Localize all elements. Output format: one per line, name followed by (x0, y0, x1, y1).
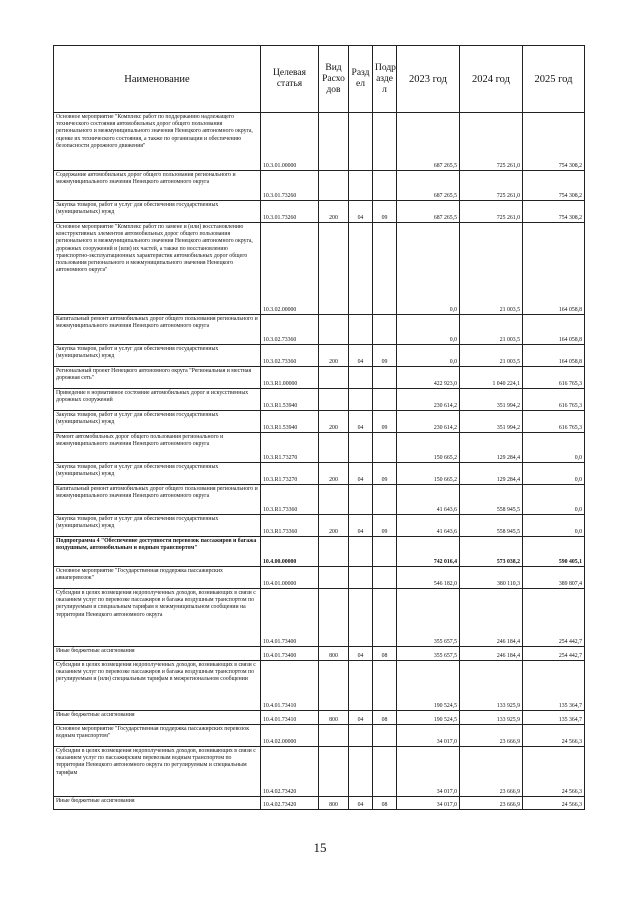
row-value-2025: 24 566,3 (523, 725, 585, 747)
row-expense-type (319, 171, 349, 201)
row-expense-type (319, 537, 349, 567)
row-value-2023: 687 265,5 (397, 171, 460, 201)
row-value-2025: 389 807,4 (523, 567, 585, 589)
row-value-2025: 24 566,3 (523, 797, 585, 810)
table-row (54, 433, 585, 463)
row-expense-type (319, 485, 349, 515)
row-expense-type (319, 367, 349, 389)
row-expense-type (319, 747, 349, 797)
row-name: Ремонт автомобильных дорог общего пользования регионального и межмуниципального значения Ненецкого автономного округа (54, 433, 261, 463)
row-section (349, 223, 373, 315)
row-subsection (373, 315, 397, 345)
row-value-2024: 351 994,2 (460, 411, 523, 433)
row-target-article: 10.3.02.00000 (261, 223, 319, 315)
row-section: 04 (349, 711, 373, 725)
header-year-2024: 2024 год (460, 46, 523, 113)
row-value-2023: 150 665,2 (397, 463, 460, 485)
table-row (54, 411, 585, 433)
row-subsection: 08 (373, 647, 397, 661)
row-section (349, 589, 373, 647)
row-section: 04 (349, 463, 373, 485)
table-row (54, 567, 585, 589)
budget-table (53, 45, 585, 810)
row-value-2023: 150 665,2 (397, 433, 460, 463)
row-target-article: 10.3.R1.00000 (261, 367, 319, 389)
row-value-2025: 754 308,2 (523, 201, 585, 223)
table-row (54, 537, 585, 567)
row-subsection (373, 747, 397, 797)
row-expense-type (319, 661, 349, 711)
row-value-2024: 351 994,2 (460, 389, 523, 411)
table-row (54, 389, 585, 411)
row-value-2024: 558 945,5 (460, 515, 523, 537)
row-value-2025: 0,0 (523, 485, 585, 515)
row-value-2025: 24 566,3 (523, 747, 585, 797)
row-expense-type (319, 725, 349, 747)
table-row (54, 171, 585, 201)
row-value-2024: 133 925,9 (460, 661, 523, 711)
row-subsection (373, 485, 397, 515)
header-year-2023: 2023 год (397, 46, 460, 113)
table-row (54, 661, 585, 711)
row-target-article: 10.3.01.73260 (261, 201, 319, 223)
row-subsection: 08 (373, 797, 397, 810)
row-name: Закупка товаров, работ и услуг для обеспечения государственных (муниципальных) нужд (54, 345, 261, 367)
row-target-article: 10.3.R1.73270 (261, 433, 319, 463)
row-section (349, 367, 373, 389)
row-value-2024: 558 945,5 (460, 485, 523, 515)
row-target-article: 10.3.R1.53940 (261, 389, 319, 411)
row-value-2024: 21 003,5 (460, 223, 523, 315)
row-section (349, 661, 373, 711)
row-expense-type (319, 315, 349, 345)
row-subsection: 09 (373, 411, 397, 433)
row-value-2023: 34 017,0 (397, 747, 460, 797)
row-value-2025: 754 308,2 (523, 113, 585, 171)
row-value-2025: 754 308,2 (523, 171, 585, 201)
row-name: Приведение в нормативное состояние автомобильных дорог и искусственных дорожных сооружений (54, 389, 261, 411)
row-target-article: 10.3.R1.53940 (261, 411, 319, 433)
row-value-2023: 687 265,5 (397, 201, 460, 223)
row-value-2024: 380 110,3 (460, 567, 523, 589)
row-value-2023: 687 265,5 (397, 113, 460, 171)
row-value-2024: 129 284,4 (460, 433, 523, 463)
row-expense-type: 800 (319, 797, 349, 810)
table-row (54, 315, 585, 345)
row-value-2025: 616 765,3 (523, 367, 585, 389)
row-value-2023: 355 657,5 (397, 647, 460, 661)
row-value-2024: 725 261,0 (460, 113, 523, 171)
row-value-2024: 23 666,9 (460, 747, 523, 797)
row-expense-type: 200 (319, 515, 349, 537)
row-target-article: 10.3.02.73360 (261, 315, 319, 345)
header-year-2025: 2025 год (523, 46, 585, 113)
row-section (349, 113, 373, 171)
header-subsection: Подр азде л (373, 46, 397, 113)
table-row (54, 515, 585, 537)
row-value-2024: 21 003,5 (460, 315, 523, 345)
row-subsection (373, 223, 397, 315)
row-value-2024: 246 184,4 (460, 589, 523, 647)
row-target-article: 10.3.R1.73270 (261, 463, 319, 485)
row-target-article: 10.4.02.73420 (261, 747, 319, 797)
row-section (349, 171, 373, 201)
row-subsection (373, 661, 397, 711)
row-value-2025: 616 765,3 (523, 411, 585, 433)
row-name: Иные бюджетные ассигнования (54, 797, 261, 810)
row-expense-type: 800 (319, 647, 349, 661)
row-section (349, 537, 373, 567)
table-row (54, 223, 585, 315)
row-subsection: 09 (373, 515, 397, 537)
row-subsection (373, 725, 397, 747)
row-target-article: 10.3.01.73260 (261, 171, 319, 201)
row-target-article: 10.3.02.73360 (261, 345, 319, 367)
row-value-2025: 590 405,1 (523, 537, 585, 567)
row-section: 04 (349, 345, 373, 367)
row-expense-type: 200 (319, 345, 349, 367)
row-name: Основное мероприятие "Государственная поддержка пассажирских авиаперевозок" (54, 567, 261, 589)
row-section: 04 (349, 411, 373, 433)
row-target-article: 10.4.01.73410 (261, 711, 319, 725)
row-value-2025: 164 058,8 (523, 223, 585, 315)
row-value-2025: 0,0 (523, 515, 585, 537)
header-expense-type: Вид Расхо дов (319, 46, 349, 113)
row-subsection (373, 389, 397, 411)
row-value-2024: 246 184,4 (460, 647, 523, 661)
row-name: Субсидии в целях возмещения недополученных доходов, возникающих в связи с оказанием услуг по перевозке пассажиров и багажа воздушным транспортом по регулируемым и (или) специальным тарифам в межрегиональном сообщении (54, 661, 261, 711)
row-target-article: 10.4.01.00000 (261, 567, 319, 589)
row-name: Содержание автомобильных дорог общего пользования регионального и межмуниципального значения Ненецкого автономного округа (54, 171, 261, 201)
row-value-2023: 0,0 (397, 223, 460, 315)
row-value-2023: 34 017,0 (397, 797, 460, 810)
row-name: Закупка товаров, работ и услуг для обеспечения государственных (муниципальных) нужд (54, 515, 261, 537)
row-value-2023: 355 657,5 (397, 589, 460, 647)
table-row (54, 797, 585, 810)
row-name: Закупка товаров, работ и услуг для обеспечения государственных (муниципальных) нужд (54, 201, 261, 223)
row-name: Капитальный ремонт автомобильных дорог общего пользования регионального и межмуниципального значения Ненецкого автономного округа (54, 315, 261, 345)
header-section: Разд ел (349, 46, 373, 113)
row-value-2025: 0,0 (523, 433, 585, 463)
page-number: 15 (313, 840, 327, 855)
row-value-2023: 190 524,5 (397, 661, 460, 711)
row-value-2024: 725 261,0 (460, 201, 523, 223)
row-target-article: 10.4.01.73400 (261, 647, 319, 661)
row-section (349, 725, 373, 747)
row-name: Субсидии в целях возмещения недополученных доходов, возникающих в связи с оказанием услуг по перевозке пассажиров и багажа воздушным транспортом по регулируемым и специальным тарифам в межмуниципальном сообщении на территории Ненецкого автономного округа (54, 589, 261, 647)
table-row (54, 647, 585, 661)
row-subsection: 08 (373, 711, 397, 725)
row-expense-type: 200 (319, 463, 349, 485)
row-subsection: 09 (373, 463, 397, 485)
row-subsection (373, 567, 397, 589)
row-value-2025: 135 364,7 (523, 661, 585, 711)
row-section (349, 389, 373, 411)
row-expense-type (319, 389, 349, 411)
row-value-2024: 21 003,5 (460, 345, 523, 367)
row-expense-type (319, 567, 349, 589)
row-value-2024: 23 666,9 (460, 797, 523, 810)
row-target-article: 10.3.R1.73360 (261, 485, 319, 515)
row-value-2025: 164 058,8 (523, 315, 585, 345)
row-expense-type: 800 (319, 711, 349, 725)
table-body (54, 113, 585, 810)
row-name: Закупка товаров, работ и услуг для обеспечения государственных (муниципальных) нужд (54, 411, 261, 433)
row-name: Основное мероприятие "Государственная поддержка пассажирских перевозок водным транспортом" (54, 725, 261, 747)
table-row (54, 367, 585, 389)
row-value-2023: 41 643,6 (397, 515, 460, 537)
row-value-2023: 230 614,2 (397, 389, 460, 411)
row-value-2023: 230 614,2 (397, 411, 460, 433)
row-target-article: 10.4.01.73410 (261, 661, 319, 711)
row-value-2024: 129 284,4 (460, 463, 523, 485)
row-name: Подпрограмма 4 "Обеспечение доступности перевозок пассажиров и багажа воздушным, автомобильным и водным транспортом" (54, 537, 261, 567)
row-target-article: 10.4.00.00000 (261, 537, 319, 567)
row-section (349, 485, 373, 515)
row-value-2025: 135 364,7 (523, 711, 585, 725)
row-section: 04 (349, 797, 373, 810)
table-row (54, 345, 585, 367)
row-subsection (373, 367, 397, 389)
table-header-row (54, 46, 585, 113)
row-value-2025: 164 058,8 (523, 345, 585, 367)
row-value-2023: 190 524,5 (397, 711, 460, 725)
row-name: Основное мероприятие "Комплекс работ по поддержанию надлежащего технического состояния автомобильных дорог общего пользования регионального и межмуниципального значения Ненецкого автономного округа, оценке их технического состояния, а также по организации и обеспечению безопасности дорожного движения" (54, 113, 261, 171)
row-value-2024: 573 038,2 (460, 537, 523, 567)
row-section: 04 (349, 515, 373, 537)
row-target-article: 10.4.01.73400 (261, 589, 319, 647)
row-value-2023: 546 182,0 (397, 567, 460, 589)
row-value-2023: 422 923,0 (397, 367, 460, 389)
row-name: Субсидии в целях возмещения недополученных доходов, возникающих в связи с оказанием услуг по пассажирским перевозкам водным транспортом по территории Ненецкого автономного округа по регулируемым и специальным тарифам (54, 747, 261, 797)
row-expense-type: 200 (319, 201, 349, 223)
row-value-2023: 0,0 (397, 315, 460, 345)
table-row (54, 725, 585, 747)
table-row (54, 463, 585, 485)
row-expense-type: 200 (319, 411, 349, 433)
table-row (54, 711, 585, 725)
row-value-2025: 254 442,7 (523, 647, 585, 661)
row-section (349, 433, 373, 463)
row-value-2024: 133 925,9 (460, 711, 523, 725)
row-value-2023: 742 016,4 (397, 537, 460, 567)
header-target-article: Целевая статья (261, 46, 319, 113)
row-value-2025: 254 442,7 (523, 589, 585, 647)
row-value-2024: 23 666,9 (460, 725, 523, 747)
row-subsection (373, 171, 397, 201)
row-name: Иные бюджетные ассигнования (54, 711, 261, 725)
table-row (54, 113, 585, 171)
row-section (349, 315, 373, 345)
row-name: Основное мероприятие "Комплекс работ по замене и (или) восстановлению конструктивных элементов автомобильных дорог общего пользования регионального и межмуниципального значения Ненецкого автономного округа, дорожных сооружений и (или) их частей, а также по восстановлению транспортно-эксплуатационных характеристик автомобильных дорог общего пользования регионального и межмуниципального значения Ненецкого автономного округа" (54, 223, 261, 315)
row-name: Закупка товаров, работ и услуг для обеспечения государственных (муниципальных) нужд (54, 463, 261, 485)
row-value-2025: 616 765,3 (523, 389, 585, 411)
row-subsection (373, 537, 397, 567)
row-expense-type (319, 433, 349, 463)
row-value-2023: 0,0 (397, 345, 460, 367)
row-value-2024: 1 040 224,1 (460, 367, 523, 389)
row-name: Капитальный ремонт автомобильных дорог общего пользования регионального и межмуниципального значения Ненецкого автономного округа (54, 485, 261, 515)
row-target-article: 10.4.02.73420 (261, 797, 319, 810)
row-section: 04 (349, 201, 373, 223)
header-name: Наименование (54, 46, 261, 113)
row-name: Региональный проект Ненецкого автономного округа "Региональная и местная дорожная сеть" (54, 367, 261, 389)
row-subsection (373, 589, 397, 647)
table-row (54, 747, 585, 797)
row-value-2023: 41 643,6 (397, 485, 460, 515)
row-target-article: 10.3.R1.73360 (261, 515, 319, 537)
row-section (349, 747, 373, 797)
row-subsection (373, 433, 397, 463)
table-row (54, 589, 585, 647)
row-subsection: 09 (373, 201, 397, 223)
row-value-2023: 34 017,0 (397, 725, 460, 747)
row-value-2025: 0,0 (523, 463, 585, 485)
row-expense-type (319, 113, 349, 171)
row-target-article: 10.4.02.00000 (261, 725, 319, 747)
row-subsection (373, 113, 397, 171)
row-name: Иные бюджетные ассигнования (54, 647, 261, 661)
row-expense-type (319, 223, 349, 315)
table-row (54, 485, 585, 515)
row-value-2024: 725 261,0 (460, 171, 523, 201)
row-section: 04 (349, 647, 373, 661)
row-subsection: 09 (373, 345, 397, 367)
row-target-article: 10.3.01.00000 (261, 113, 319, 171)
row-section (349, 567, 373, 589)
row-expense-type (319, 589, 349, 647)
table-row (54, 201, 585, 223)
